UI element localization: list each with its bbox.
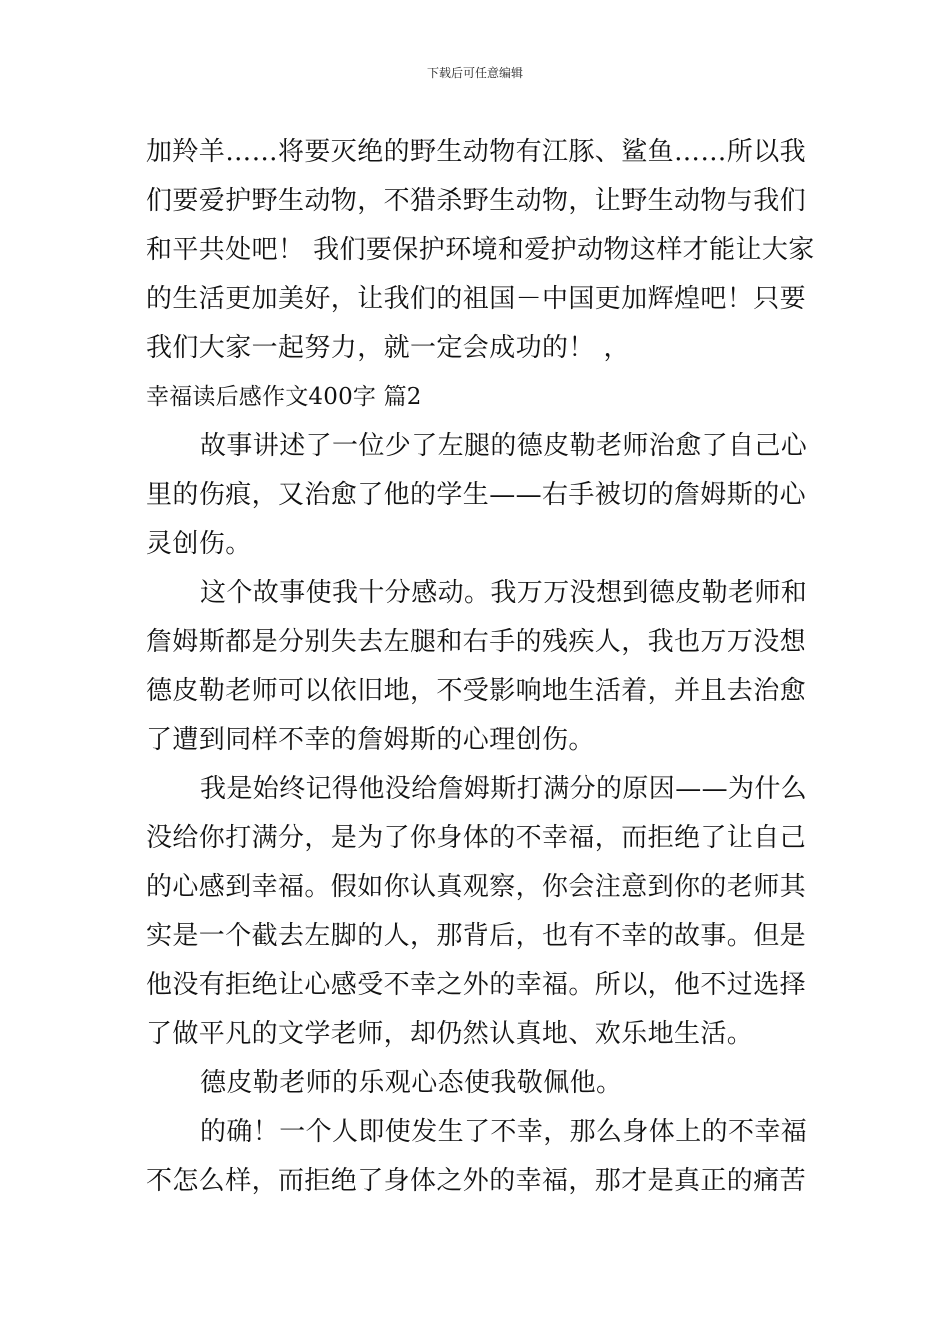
text-line: 灵创伤。	[146, 529, 252, 559]
text-line: 这个故事使我十分感动。我万万没想到德皮勒老师和	[200, 578, 808, 608]
text-line: 里的伤痕，又治愈了他的学生——右手被切的詹姆斯的心	[146, 480, 807, 510]
text-line: 了做平凡的文学老师，却仍然认真地、欢乐地生活。	[146, 1019, 754, 1049]
text-line: 实是一个截去左脚的人，那背后，也有不幸的故事。但是	[146, 921, 807, 951]
text-line: 和平共处吧！ 我们要保护环境和爱护动物这样才能让大家	[146, 235, 815, 265]
text-line: 们要爱护野生动物，不猎杀野生动物，让野生动物与我们	[146, 186, 807, 216]
page-header: 下载后可任意编辑	[426, 66, 523, 80]
text-line: 的心感到幸福。假如你认真观察，你会注意到你的老师其	[146, 872, 807, 902]
text-line: 我们大家一起努力，就一定会成功的！ ，	[146, 333, 630, 363]
body-text	[146, 128, 814, 1206]
text-line: 德皮勒老师可以依旧地，不受影响地生活着，并且去治愈	[146, 676, 807, 706]
text-line: 他没有拒绝让心感受不幸之外的幸福。所以，他不过选择	[146, 970, 807, 1000]
text-line: 的生活更加美好，让我们的祖国－中国更加辉煌吧！只要	[146, 284, 807, 314]
text-line: 德皮勒老师的乐观心态使我敬佩他。	[200, 1068, 623, 1098]
text-line: 詹姆斯都是分别失去左腿和右手的残疾人，我也万万没想	[146, 627, 807, 657]
section-heading: 幸福读后感作文400字 篇2	[146, 384, 422, 410]
text-line: 了遭到同样不幸的詹姆斯的心理创伤。	[146, 725, 595, 755]
text-line: 的确！一个人即使发生了不幸，那么身体上的不幸福	[200, 1117, 808, 1147]
text-line: 加羚羊……将要灭绝的野生动物有江豚、鲨鱼……所以我	[146, 137, 807, 167]
text-line: 不怎么样，而拒绝了身体之外的幸福，那才是真正的痛苦	[146, 1166, 807, 1196]
text-line: 故事讲述了一位少了左腿的德皮勒老师治愈了自己心	[200, 431, 808, 461]
text-line: 我是始终记得他没给詹姆斯打满分的原因——为什么	[200, 774, 808, 804]
text-line: 没给你打满分，是为了你身体的不幸福，而拒绝了让自己	[146, 823, 807, 853]
